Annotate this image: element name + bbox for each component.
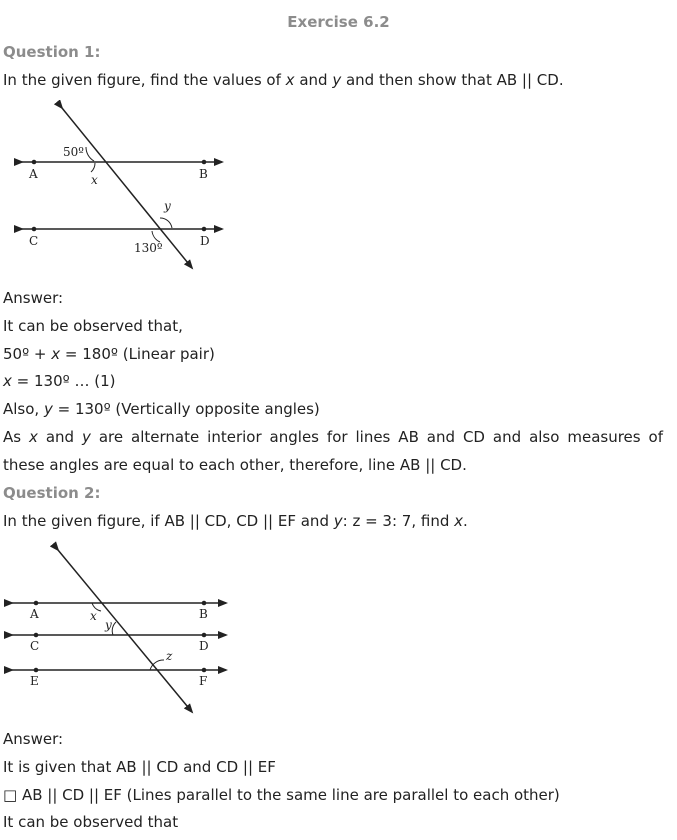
- question-2-text: In the given figure, if AB || CD, CD || EF and y: z = 3: 7, find x.: [3, 512, 468, 530]
- label-y: y: [105, 618, 112, 632]
- point-c: [34, 633, 39, 638]
- angle-50-arc: [86, 147, 94, 161]
- label-d: D: [199, 639, 209, 653]
- point-d: [202, 633, 207, 638]
- point-c: [32, 227, 37, 232]
- point-d: [202, 227, 207, 232]
- point-e: [34, 668, 39, 673]
- point-b: [202, 160, 207, 165]
- question-1-text: In the given figure, find the values of x and y and then show that AB || CD.: [3, 71, 564, 89]
- angle-y-arc: [112, 622, 116, 635]
- transversal: [58, 550, 192, 712]
- label-a: A: [29, 167, 38, 181]
- point-f: [202, 668, 207, 673]
- point-b: [202, 601, 207, 606]
- answer-2-line-3: It can be observed that: [3, 813, 179, 831]
- label-a: A: [30, 607, 39, 621]
- question-2-heading: Question 2:: [3, 484, 101, 502]
- label-d: D: [200, 234, 210, 248]
- answer-2-line-1: It is given that AB || CD and CD || EF: [3, 758, 276, 776]
- label-x: x: [91, 173, 98, 187]
- answer-1-line-4: Also, y = 130º (Vertically opposite angles): [3, 400, 320, 418]
- answer-1-line-1: It can be observed that,: [3, 317, 183, 335]
- answer-1-line-5: As x and y are alternate interior angles for lines AB and CD and also measures of: [3, 428, 663, 446]
- transversal: [62, 108, 192, 268]
- page-title: Exercise 6.2: [287, 13, 390, 31]
- question-2-figure: [0, 540, 240, 720]
- label-c: C: [30, 639, 40, 653]
- question-1-heading: Question 1:: [3, 43, 101, 61]
- question-1-answer-label: Answer:: [3, 289, 64, 307]
- question-1-figure: [0, 100, 240, 280]
- label-b: B: [199, 607, 208, 621]
- angle-z-arc: [150, 660, 164, 670]
- label-angle-130: 130º: [134, 241, 163, 255]
- answer-1-line-2: 50º + x = 180º (Linear pair): [3, 345, 215, 363]
- label-e: E: [30, 674, 39, 688]
- label-x: x: [90, 609, 97, 623]
- label-z: z: [166, 649, 173, 663]
- angle-x-arc: [91, 163, 95, 172]
- point-a: [32, 160, 37, 165]
- label-angle-50: 50º: [63, 145, 84, 159]
- answer-2-line-2: □ AB || CD || EF (Lines parallel to the same line are parallel to each other): [3, 786, 560, 804]
- answer-1-line-3: x = 130º … (1): [3, 372, 116, 390]
- point-a: [34, 601, 39, 606]
- label-f: F: [199, 674, 208, 688]
- angle-y-arc: [160, 218, 172, 228]
- question-2-answer-label: Answer:: [3, 730, 64, 748]
- answer-1-line-6: these angles are equal to each other, therefore, line AB || CD.: [3, 456, 467, 474]
- label-b: B: [199, 167, 208, 181]
- label-y: y: [164, 199, 171, 213]
- label-c: C: [29, 234, 39, 248]
